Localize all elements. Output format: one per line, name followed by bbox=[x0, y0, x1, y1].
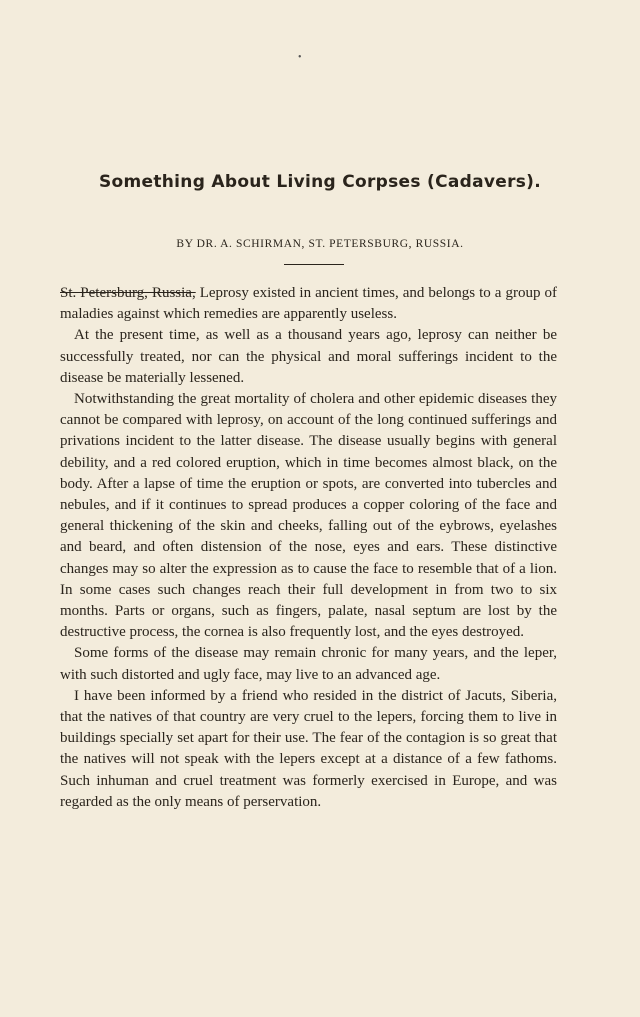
paragraph-2: At the present time, as well as a thousand years ago, leprosy can neither be successfully treated, nor can the physical and moral sufferings incident to the disease be materially lessened. bbox=[60, 327, 557, 386]
article-byline: BY DR. A. SCHIRMAN, ST. PETERSBURG, RUSSIA. bbox=[176, 238, 464, 250]
title-rule bbox=[284, 264, 344, 265]
article-body bbox=[60, 283, 557, 813]
paragraph-3: Notwithstanding the great mortality of cholera and other epidemic diseases they cannot be compared with leprosy, on account of the long continued sufferings and privations incident to the latter disease. The disease usually begins with general debility, and a red colored eruption, which in time becomes almost black, on the body. After a lapse of time the eruption or spots, are converted into tubercles and nebules, and if it continues to spread produces a copper coloring of the face and general thickening of the skin and cheeks, falling out of the eybrows, eyelashes and beard, and often distension of the nose, eyes and ears. These distinctive changes may so alter the expression as to cause the face to resemble that of a lion. In some cases such changes reach their full development in from two to six months. Parts or organs, such as fingers, palate, nasal septum are lost by the destructive process, the cornea is also frequently lost, and the eyes destroyed. bbox=[60, 391, 557, 641]
page-speck: • bbox=[298, 52, 302, 63]
paragraph-1 bbox=[60, 283, 557, 325]
article-title: Something About Living Corpses (Cadavers). bbox=[98, 172, 541, 192]
paragraph-5: I have been informed by a friend who resided in the district of Jacuts, Siberia, that the natives of that country are very cruel to the lepers, forcing them to live in buildings specially set apart for their use. The fear of the contagion is so great that the natives will not speak with the lepers except at a distance of a few fathoms. Such inhuman and cruel treatment was formerly exercised in Europe, and was regarded as the only means of perservation. bbox=[60, 687, 557, 810]
paragraph-1-text: Leprosy existed in ancient times, and belongs to a group of maladies against which remedies are apparently useless. bbox=[60, 285, 557, 323]
paragraph-4: Some forms of the disease may remain chronic for many years, and the leper, with such distorted and ugly face, may live to an advanced age. bbox=[60, 645, 557, 683]
struck-text: St. Petersburg, Russia, bbox=[60, 285, 196, 301]
